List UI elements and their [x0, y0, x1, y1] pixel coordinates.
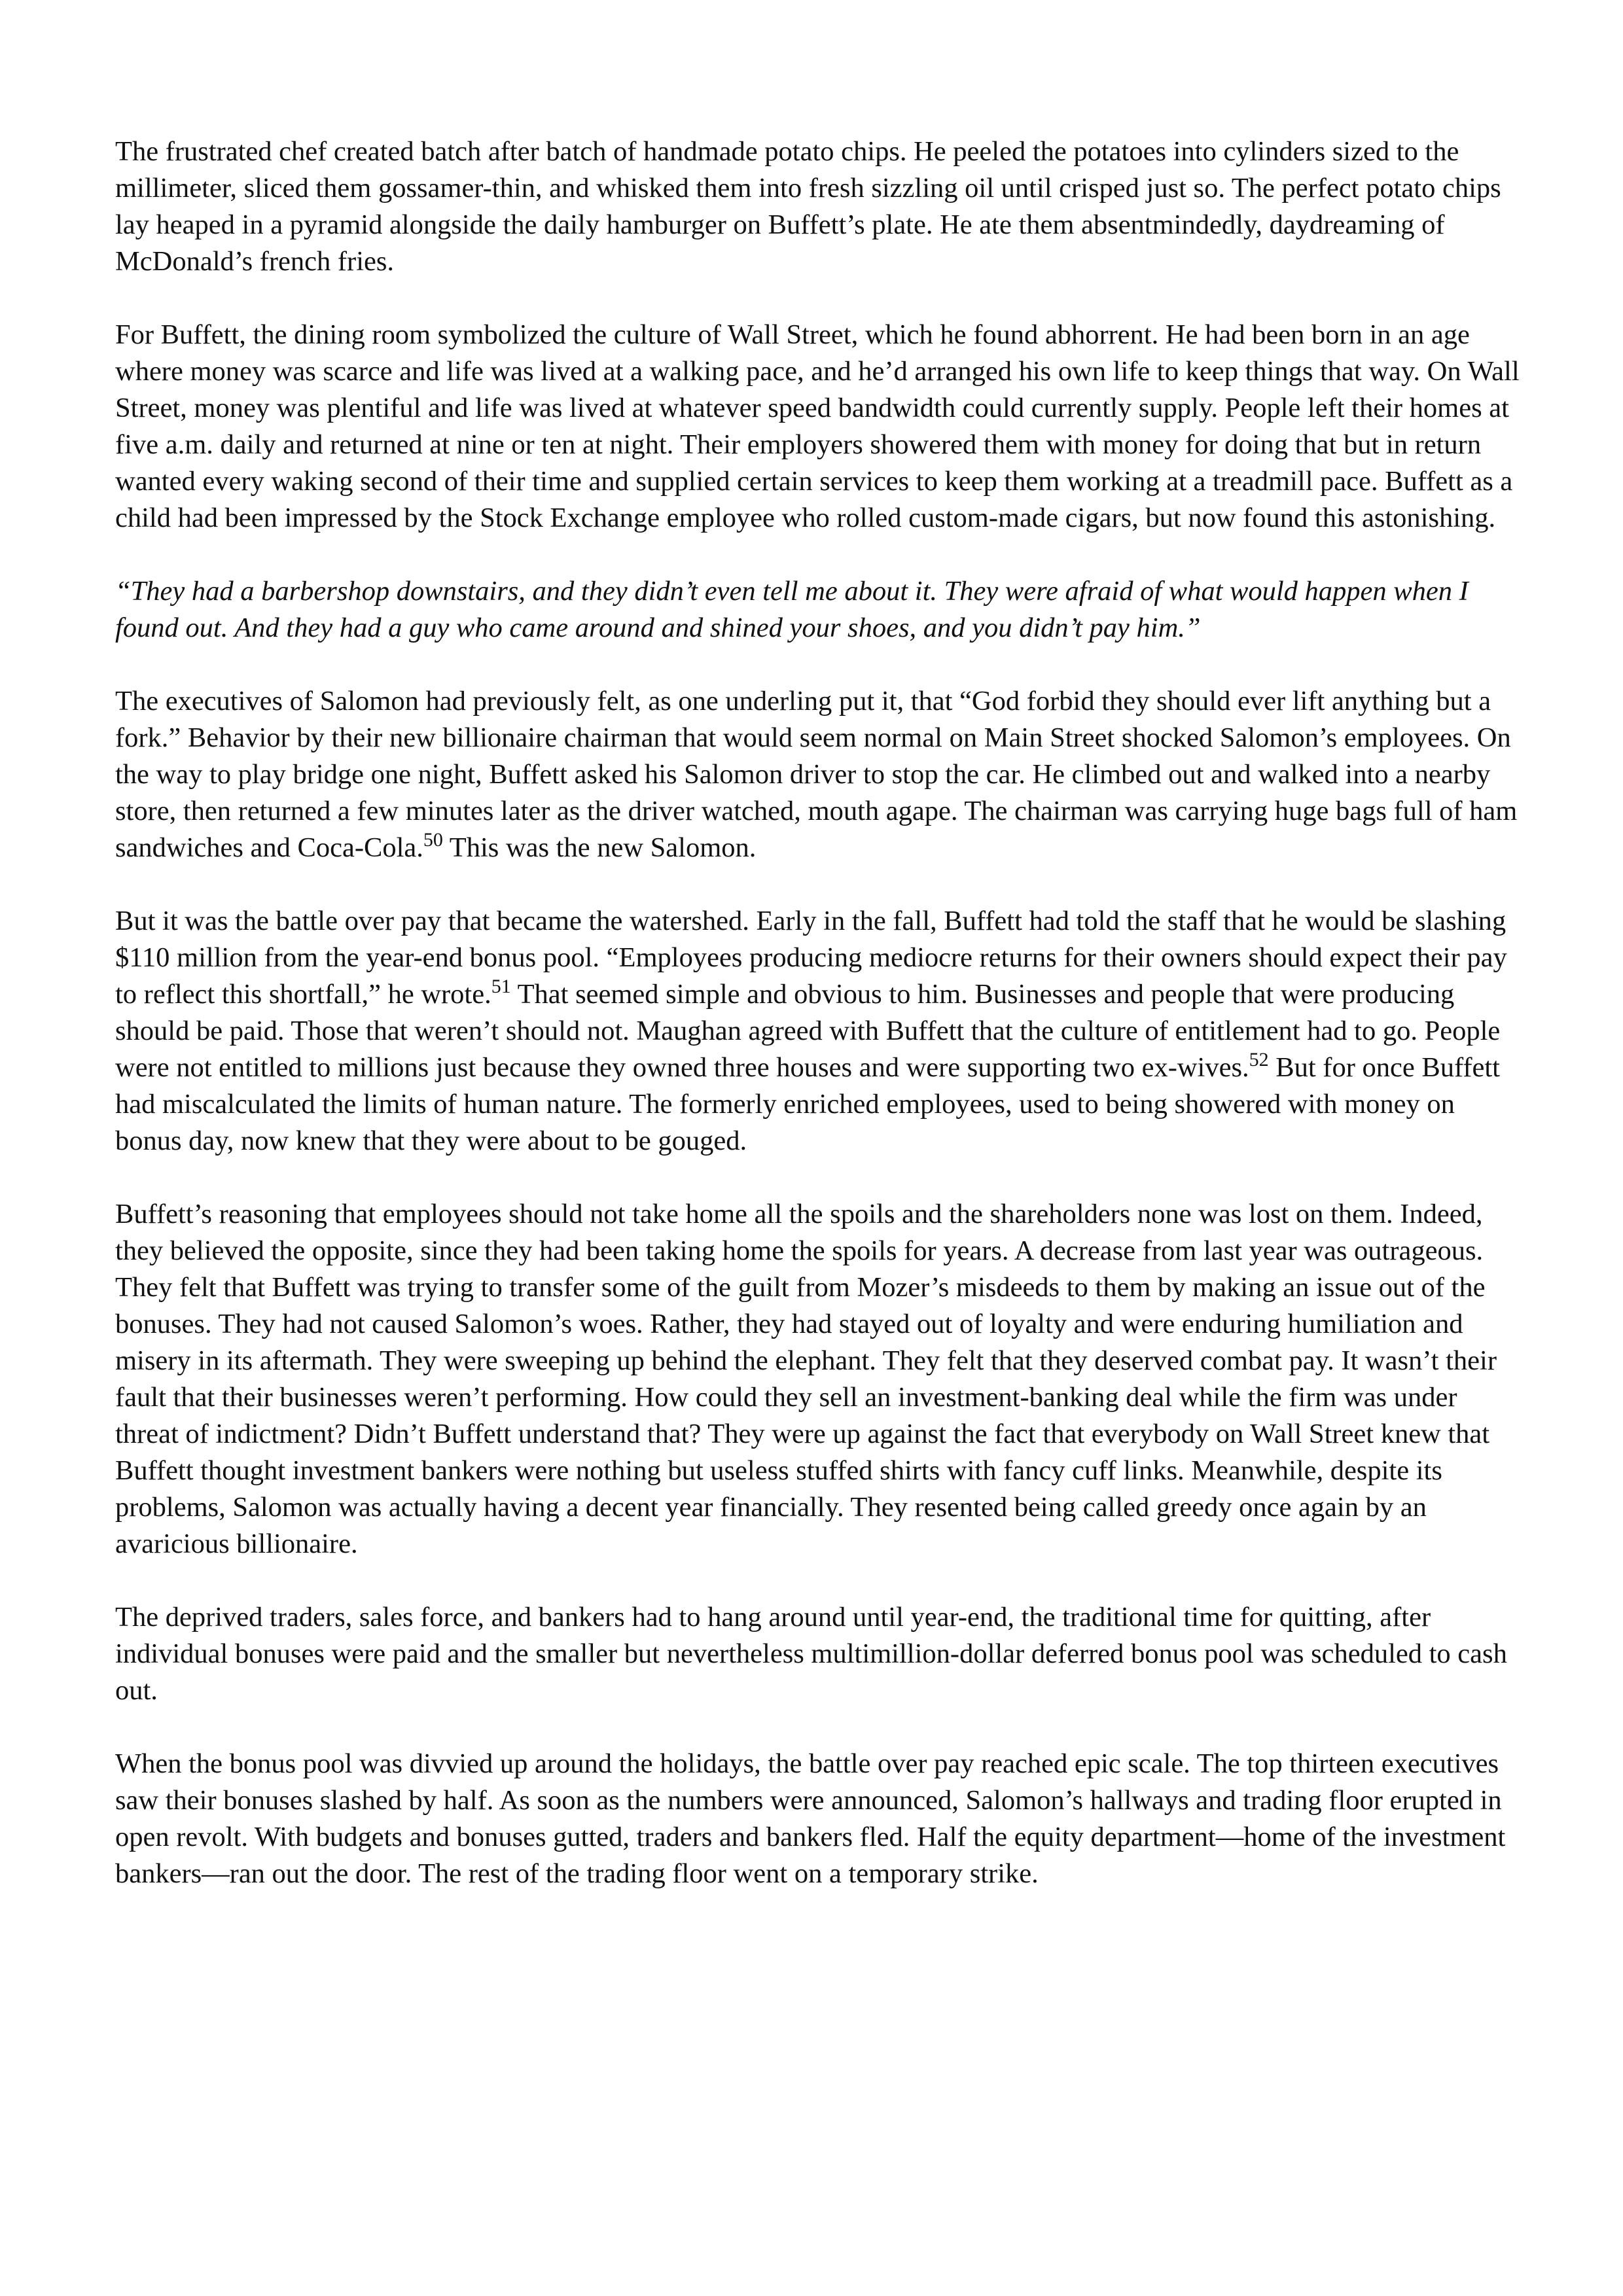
paragraph-text: The frustrated chef created batch after batch of handmade potato chips. He peeled the potatoes into cylinders sized to the millimeter, sliced them gossamer-thin, and whisked them into fresh sizzling oil until crisped just so. The perfect potato chips lay heaped in a pyramid alongside the daily hamburger on Buffett’s plate. He ate them absentmindedly, daydreaming of McDonald’s french fries.: [115, 136, 1501, 277]
body-paragraph: [115, 317, 1522, 537]
body-paragraph: [115, 1196, 1522, 1563]
quote-paragraph: [115, 573, 1522, 646]
paragraph-text: But it was the battle over pay that became the watershed. Early in the fall, Buffett had told the staff that he would be slashing $110 million from the year-end bonus pool. “Employees producing mediocre returns for their owners should expect their pay to reflect this shortfall,” he wrote.: [115, 906, 1507, 1010]
paragraph-text: “They had a barbershop downstairs, and they didn’t even tell me about it. They were afraid of what would happen when I found out. And they had a guy who came around and shined your shoes, and you didn’t pay him.”: [115, 576, 1469, 643]
paragraph-text: That seemed simple and obvious to him. Businesses and people that were producing should be paid. Those that weren’t should not. Maughan agreed with Buffett that the culture of entitlement had to go. People were not entitled to millions just because they owned three houses and were supporting two ex-wives.: [115, 979, 1501, 1083]
document-page: [115, 133, 1522, 1929]
body-paragraph: [115, 683, 1522, 866]
footnote-marker: 50: [423, 828, 443, 851]
body-paragraph: [115, 1599, 1522, 1709]
paragraph-text: For Buffett, the dining room symbolized the culture of Wall Street, which he found abhorrent. He had been born in an age where money was scarce and life was lived at a walking pace, and he’d arranged his own life to keep things that way. On Wall Street, money was plentiful and life was lived at whatever speed bandwidth could currently supply. People left their homes at five a.m. daily and returned at nine or ten at night. Their employers showered them with money for doing that but in return wanted every waking second of their time and supplied certain services to keep them working at a treadmill pace. Buffett as a child had been impressed by the Stock Exchange employee who rolled custom-made cigars, but now found this astonishing.: [115, 319, 1520, 533]
paragraph-text: The deprived traders, sales force, and bankers had to hang around until year-end, the traditional time for quitting, after individual bonuses were paid and the smaller but nevertheless multimillion-dollar deferred bonus pool was scheduled to cash out.: [115, 1602, 1507, 1706]
paragraph-text: But for once Buffett had miscalculated the limits of human nature. The formerly enriched employees, used to being showered with money on bonus day, now knew that they were about to be gouged.: [115, 1052, 1500, 1156]
footnote-marker: 51: [491, 975, 511, 997]
footnote-marker: 52: [1249, 1048, 1269, 1070]
paragraph-text: This was the new Salomon.: [442, 832, 757, 863]
body-paragraph: [115, 1746, 1522, 1892]
body-paragraph: [115, 903, 1522, 1159]
paragraph-text: The executives of Salomon had previously felt, as one underling put it, that “God forbid they should ever lift anything but a fork.” Behavior by their new billionaire chairman that would seem normal on Main Street shocked Salomon’s employees. On the way to play bridge one night, Buffett asked his Salomon driver to stop the car. He climbed out and walked into a nearby store, then returned a few minutes later as the driver watched, mouth agape. The chairman was carrying huge bags full of ham sandwiches and Coca-Cola.: [115, 686, 1518, 863]
paragraph-text: When the bonus pool was divvied up around the holidays, the battle over pay reached epic scale. The top thirteen executives saw their bonuses slashed by half. As soon as the numbers were announced, Salomon’s hallways and trading floor erupted in open revolt. With budgets and bonuses gutted, traders and bankers fled. Half the equity department—home of the investment bankers—ran out the door. The rest of the trading floor went on a temporary strike.: [115, 1748, 1506, 1889]
body-paragraph: [115, 133, 1522, 280]
paragraph-text: Buffett’s reasoning that employees should not take home all the spoils and the shareholders none was lost on them. Indeed, they believed the opposite, since they had been taking home the spoils for years. A decrease from last year was outrageous. They felt that Buffett was trying to transfer some of the guilt from Mozer’s misdeeds to them by making an issue out of the bonuses. They had not caused Salomon’s woes. Rather, they had stayed out of loyalty and were enduring humiliation and misery in its aftermath. They were sweeping up behind the elephant. They felt that they deserved combat pay. It wasn’t their fault that their businesses weren’t performing. How could they sell an investment-banking deal while the firm was under threat of indictment? Didn’t Buffett understand that? They were up against the fact that everybody on Wall Street knew that Buffett thought investment bankers were nothing but useless stuffed shirts with fancy cuff links. Meanwhile, despite its problems, Salomon was actually having a decent year financially. They resented being called greedy once again by an avaricious billionaire.: [115, 1199, 1497, 1559]
